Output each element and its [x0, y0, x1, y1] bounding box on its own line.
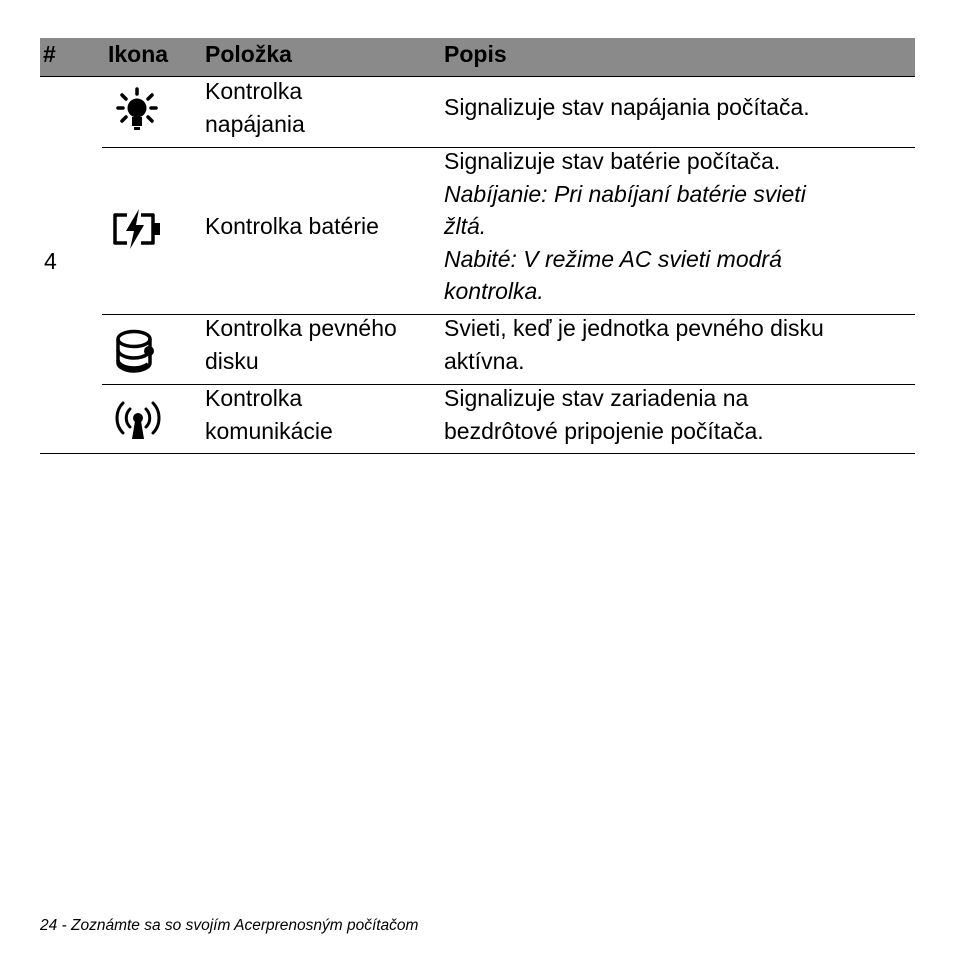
row1-item	[205, 75, 305, 140]
row2-desc-charged-1: Nabité: V režime AC svieti modrá	[444, 245, 782, 272]
row2-desc-charging-2: žltá.	[444, 213, 487, 239]
page-footer: 24 - Zoznámte sa so svojím Acerprenosným počítačom	[40, 917, 419, 934]
table-header	[40, 38, 915, 77]
row3-desc-line2: aktívna.	[444, 347, 525, 374]
row4-item-line1: Kontrolka	[205, 385, 303, 411]
row1-desc-line1: Signalizuje stav napájania počítača.	[444, 94, 810, 120]
row3-description	[444, 312, 824, 377]
header-item: Položka	[205, 41, 292, 67]
row3-item	[205, 312, 397, 377]
row4-description	[444, 382, 764, 447]
table-bottom-border	[40, 453, 915, 454]
header-icon: Ikona	[108, 41, 169, 67]
row3-item-line2: disku	[205, 347, 259, 374]
row1-item-line2: napájania	[205, 110, 305, 137]
row3-item-line1: Kontrolka pevného	[205, 315, 397, 341]
row1-item-line1: Kontrolka	[205, 78, 303, 104]
row2-desc-line1: Signalizuje stav batérie počítača.	[444, 148, 781, 174]
row2-item-line1: Kontrolka batérie	[205, 213, 379, 239]
header-description: Popis	[444, 41, 507, 67]
row4-desc-line1: Signalizuje stav zariadenia na	[444, 385, 749, 411]
header-number: #	[43, 41, 56, 67]
row4-desc-line2: bezdrôtové pripojenie počítača.	[444, 417, 764, 444]
row4-item-line2: komunikácie	[205, 417, 333, 444]
power-light-icon	[114, 87, 160, 135]
battery-charging-icon	[110, 207, 166, 251]
row3-desc-line1: Svieti, keď je jednotka pevného disku	[444, 315, 824, 341]
wireless-icon	[110, 397, 166, 443]
row2-desc-charging-1: Nabíjanie: Pri nabíjaní batérie svieti	[444, 180, 806, 207]
row2-description	[444, 145, 806, 308]
row-group-number: 4	[44, 248, 57, 274]
hard-disk-icon	[112, 327, 158, 377]
row1-description	[444, 91, 810, 124]
row2-desc-charged-2: kontrolka.	[444, 278, 544, 304]
row2-item	[205, 210, 379, 243]
row4-item	[205, 382, 333, 447]
